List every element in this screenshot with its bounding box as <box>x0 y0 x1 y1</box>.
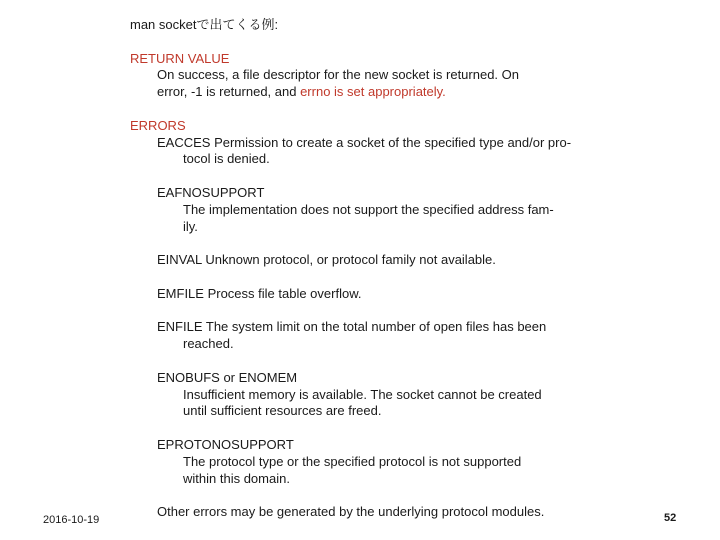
eprotonosupport-line-2: within this domain. <box>183 471 290 486</box>
enobufs-line-1: Insufficient memory is available. The socket cannot be created <box>183 387 542 402</box>
eacces-line-1: EACCES Permission to create a socket of the specified type and/or pro- <box>157 135 572 150</box>
return-value-line-2-errno: errno is set appropriately. <box>300 84 446 99</box>
eprotonosupport-name: EPROTONOSUPPORT <box>157 437 294 452</box>
eacces-line-2: tocol is denied. <box>183 151 270 166</box>
eprotonosupport-line-1: The protocol type or the specified protocol is not supported <box>183 454 522 469</box>
other-errors-line: Other errors may be generated by the underlying protocol modules. <box>157 504 545 519</box>
footer-date: 2016-10-19 <box>43 514 100 526</box>
enfile-line-2: reached. <box>183 336 234 351</box>
emfile-line: EMFILE Process file table overflow. <box>157 286 362 301</box>
enfile-line-1: ENFILE The system limit on the total number of open files has been <box>157 319 547 334</box>
enobufs-line-2: until sufficient resources are freed. <box>183 403 382 418</box>
einval-line: EINVAL Unknown protocol, or protocol family not available. <box>157 252 496 267</box>
return-value-line-2-text: error, -1 is returned, and <box>157 84 301 99</box>
errors-heading: ERRORS <box>130 118 186 133</box>
eafnosupport-name: EAFNOSUPPORT <box>157 185 265 200</box>
return-value-line-2 <box>157 83 446 100</box>
return-value-line-1: On success, a file descriptor for the new socket is returned. On <box>157 67 519 82</box>
page-number: 52 <box>664 512 677 524</box>
slide-title: man socketで出てくる例: <box>130 17 279 32</box>
eafnosupport-line-2: ily. <box>183 219 198 234</box>
eafnosupport-line-1: The implementation does not support the specified address fam- <box>183 202 554 217</box>
enobufs-name: ENOBUFS or ENOMEM <box>157 370 298 385</box>
return-value-heading: RETURN VALUE <box>130 51 230 66</box>
